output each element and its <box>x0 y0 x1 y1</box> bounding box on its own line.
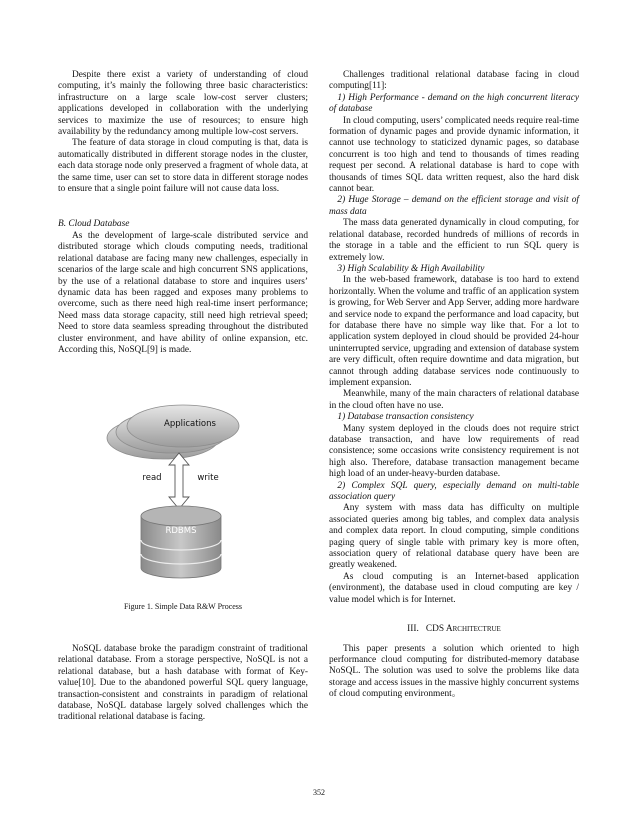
section-heading-cloud-database: B. Cloud Database <box>58 219 130 230</box>
item-heading-complex-sql: 2) Complex SQL query, especially demand on multi-table association query <box>329 480 579 503</box>
paragraph: This paper presents a solution which oriented to high performance cloud computing for distributed-memory database NoSQL. The solution was used to solve the problems like data storage and access issues in the massive highly concurrent systems of cloud computing environment。 <box>329 643 579 700</box>
applications-label: Applications <box>164 419 216 429</box>
section-number: III. <box>407 624 419 635</box>
figure-diagram <box>105 380 255 580</box>
read-label: read <box>142 473 162 483</box>
left-column-bottom <box>58 644 308 724</box>
page-number: 352 <box>313 788 325 797</box>
item-heading-huge-storage: 2) Huge Storage – demand on the efficient storage and visit of mass data <box>329 195 579 217</box>
section-heading-cds-architecture <box>329 624 579 635</box>
write-label: write <box>197 473 219 483</box>
paragraph: The feature of data storage in cloud computing is that, data is automatically distributed in different storage nodes in the cluster, each data storage node only preserved a fragment of whole data, at the same time, user can set to store data in different storage nodes to ensure that a single point failure will not cause data loss. <box>58 138 308 195</box>
figure-caption: Figure 1. Simple Data R&W Process <box>123 602 243 611</box>
paragraph: Any system with mass data has difficulty on multiple associated queries among big tables, and complex data analysis and complex data report. In cloud computing, simple conditions paging query of single table with primary key is more often, association query of relational database query have been are greatly weakened. <box>329 503 579 571</box>
paragraph: Challenges traditional relational database facing in cloud computing[11]: <box>329 70 579 92</box>
right-column <box>329 70 579 701</box>
item-heading-high-scalability: 3) High Scalability & High Availability <box>337 263 485 274</box>
paragraph: In the web-based framework, database is too hard to extend horizontally. When the volume and traffic of an application system is growing, for Web Server and App Server, adding more hardware and service node to expand the performance and load capacity, but for database there have no simple way like that. For a lot to application system deployed in cloud should be provided 24-hour uninterrupted service, upgrading and extension of database system are very difficult, often require downtime and data migration, but cannot through adding database services node continuously to implement expansion. <box>329 275 579 388</box>
paragraph: Many system deployed in the clouds does not require strict database transaction, and have low requirements of read consistence; some occasions write consistency requirement is not high also. Therefore, database transaction management became high load of an under-heavy-burden database. <box>329 423 579 480</box>
read-write-arrow <box>169 453 189 509</box>
rdbms-cylinder-top <box>141 506 221 526</box>
item-heading-high-performance: 1) High Performance - demand on the high concurrent literacy of database <box>329 92 579 115</box>
figure-data-rw-process <box>105 380 255 580</box>
paragraph: The mass data generated dynamically in cloud computing, for relational database, recorded hundreds of millions of records in the storage in a table and the efficient to run SQL query is extremely low. <box>329 218 579 263</box>
paragraph: Meanwhile, many of the main characters of relational database in the cloud often have no use. <box>329 389 579 411</box>
section-title: CDS Architectrue <box>425 624 501 635</box>
paragraph: NoSQL database broke the paradigm constraint of traditional relational database. From a storage perspective, NoSQL is not a relational database, but a hash database with format of Key-value[10]. Due to the abandoned powerful SQL query language, transaction-consistent and constraints in paradigm of relational database, NoSQL database largely solved challenges which the traditional relational database is facing. <box>58 644 308 723</box>
paragraph: As cloud computing is an Internet-based application (environment), the database used in cloud computing are key / value model which is for Internet. <box>329 571 579 605</box>
left-column <box>58 70 308 356</box>
paragraph: In cloud computing, users’ complicated needs require real-time formation of dynamic pages and provide dynamic information, it cannot use technology to staticized dynamic pages, so database concurrent is too high and tend to thousands of times reading request per second. A relational database is hard to cope with thousands of times SQL data written request, also the hard disk cannot bear. <box>329 115 579 195</box>
item-heading-transaction-consistency: 1) Database transaction consistency <box>337 412 474 423</box>
paragraph: As the development of large-scale distributed service and distributed storage which clouds computing needs, traditional relational database are facing many new challenges, especially in scenarios of the large scale and high concurrent SNS applications, by the use of a relational database to store and inquires users’ dynamic data has been ragged and exposes many problems to overcome, such as there need high real-time insert performance; Need mass data storage capacity, still need high retrieval speed; Need to store data seamless spreading throughout the distributed cluster environment, and have ability of online expansion, etc. According this, NoSQL[9] is made. <box>58 230 308 355</box>
paragraph: Despite there exist a variety of understanding of cloud computing, it’s mainly the following three basic characteristics: infrastructure on a large scale low-cost server clusters; applications developed in collaboration with the underlying services to maximize the use of resources; to ensure high availability by the redundancy among multiple low-cost servers. <box>58 70 308 138</box>
rdbms-label: RDBMS <box>165 526 197 536</box>
